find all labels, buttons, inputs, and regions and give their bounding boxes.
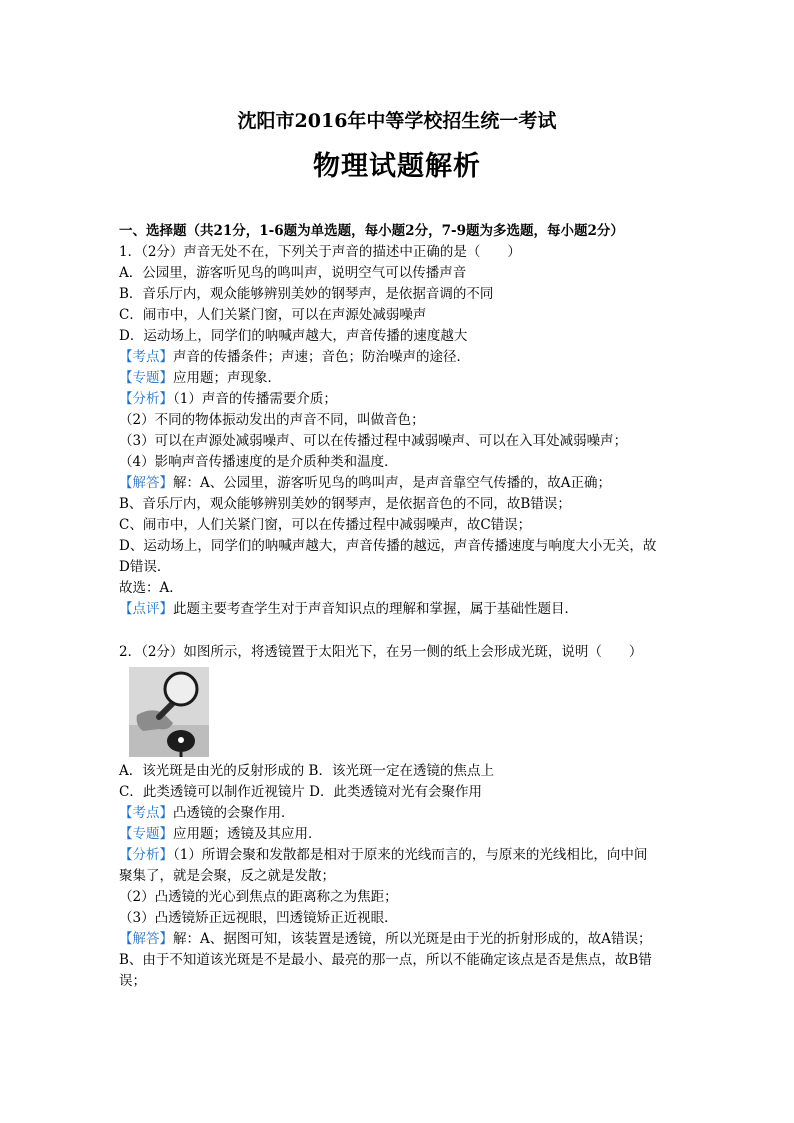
kaodian-text: 凸透镜的会聚作用． [173, 805, 295, 821]
options-cd: C．此类透镜可以制作近视镜片 D．此类透镜对光有会聚作用 [119, 784, 482, 800]
zhuanti-text: 应用题；声现象． [173, 370, 281, 386]
fenxi-line: （2）不同的物体振动发出的声音不同，叫做音色； [119, 412, 425, 428]
jieda-tag: 【解答】 [119, 931, 173, 947]
zhuanti-tag: 【专题】 [119, 370, 173, 386]
option-a: A．公园里，游客听见鸟的鸣叫声，说明空气可以传播声音 [119, 265, 467, 281]
question-stem: 2．（2分）如图所示，将透镜置于太阳光下，在另一侧的纸上会形成光斑，说明（ ） [119, 644, 643, 660]
zhuanti-text: 应用题；透镜及其应用． [173, 826, 322, 842]
jieda-line: D错误． [119, 559, 171, 575]
jieda-line: B、由于不知道该光斑是不是最小、最亮的那一点，所以不能确定该点是否是焦点，故B错 [119, 952, 652, 968]
options-ab: A．该光斑是由光的反射形成的 B．该光斑一定在透镜的焦点上 [119, 763, 494, 779]
fenxi-line: （2）凸透镜的光心到焦点的距离称之为焦距； [119, 889, 398, 905]
fenxi-tag: 【分析】 [119, 391, 173, 407]
jieda-row [119, 929, 679, 950]
fenxi-line: 聚集了，就是会聚，反之就是发散； [119, 868, 335, 884]
jieda-row [119, 473, 679, 494]
option-c: C．闹市中，人们关紧门窗，可以在声源处减弱噪声 [119, 307, 427, 323]
dianping-text: 此题主要考查学生对于声音知识点的理解和掌握，属于基础性题目． [173, 601, 578, 617]
jieda-line: 解：A、公园里，游客听见鸟的鸣叫声，是声音靠空气传播的，故A正确； [173, 475, 611, 491]
question-1 [119, 242, 679, 620]
fenxi-line: （1）声音的传播需要介质； [173, 391, 337, 407]
jieda-tag: 【解答】 [119, 475, 173, 491]
zhuanti-row [119, 368, 679, 389]
question-2 [119, 642, 679, 992]
jieda-line: D、运动场上，同学们的呐喊声越大，声音传播的越远，声音传播速度与响度大小无关，故 [119, 538, 657, 554]
fenxi-row [119, 389, 679, 410]
jieda-line: 解：A、据图可知，该装置是透镜，所以光斑是由于光的折射形成的，故A错误； [173, 931, 652, 947]
document-title: 沈阳市2016年中等学校招生统一考试 [237, 110, 557, 132]
fenxi-line: （1）所谓会聚和发散都是相对于原来的光线而言的，与原来的光线相比，向中间 [173, 847, 648, 863]
dianping-row [119, 599, 679, 620]
document-subtitle: 物理试题解析 [313, 151, 481, 182]
jieda-line: B、音乐厅内，观众能够辨别美妙的钢琴声，是依据音色的不同，故B错误； [119, 496, 571, 512]
magnifier-photo-icon [129, 667, 209, 757]
fenxi-line: （4）影响声音传播速度的是介质种类和温度． [119, 454, 398, 470]
option-d: D．运动场上，同学们的呐喊声越大，声音传播的速度越大 [119, 328, 468, 344]
zhuanti-row [119, 824, 679, 845]
magnifier-figure [129, 667, 209, 757]
kaodian-tag: 【考点】 [119, 805, 173, 821]
document-body [119, 221, 679, 992]
kaodian-row [119, 803, 679, 824]
jieda-line: C、闹市中，人们关紧门窗，可以在传播过程中减弱噪声，故C错误； [119, 517, 532, 533]
fenxi-tag: 【分析】 [119, 847, 173, 863]
question-stem: 1．（2分）声音无处不在，下列关于声音的描述中正确的是（ ） [119, 244, 521, 260]
zhuanti-tag: 【专题】 [119, 826, 173, 842]
kaodian-tag: 【考点】 [119, 349, 173, 365]
jieda-line: 误； [119, 973, 146, 989]
fenxi-line: （3）可以在声源处减弱噪声、可以在传播过程中减弱噪声、可以在入耳处减弱噪声； [119, 433, 628, 449]
option-b: B．音乐厅内，观众能够辨别美妙的钢琴声，是依据音调的不同 [119, 286, 494, 302]
kaodian-row [119, 347, 679, 368]
fenxi-row [119, 845, 679, 866]
fenxi-line: （3）凸透镜矫正远视眼，凹透镜矫正近视眼． [119, 910, 398, 926]
dianping-tag: 【点评】 [119, 601, 173, 617]
kaodian-text: 声音的传播条件；声速；音色；防治噪声的途径． [173, 349, 470, 365]
section-heading: 一、选择题（共21分，1-6题为单选题，每小题2分，7-9题为多选题，每小题2分） [119, 223, 624, 239]
answer-line: 故选：A． [119, 580, 183, 596]
